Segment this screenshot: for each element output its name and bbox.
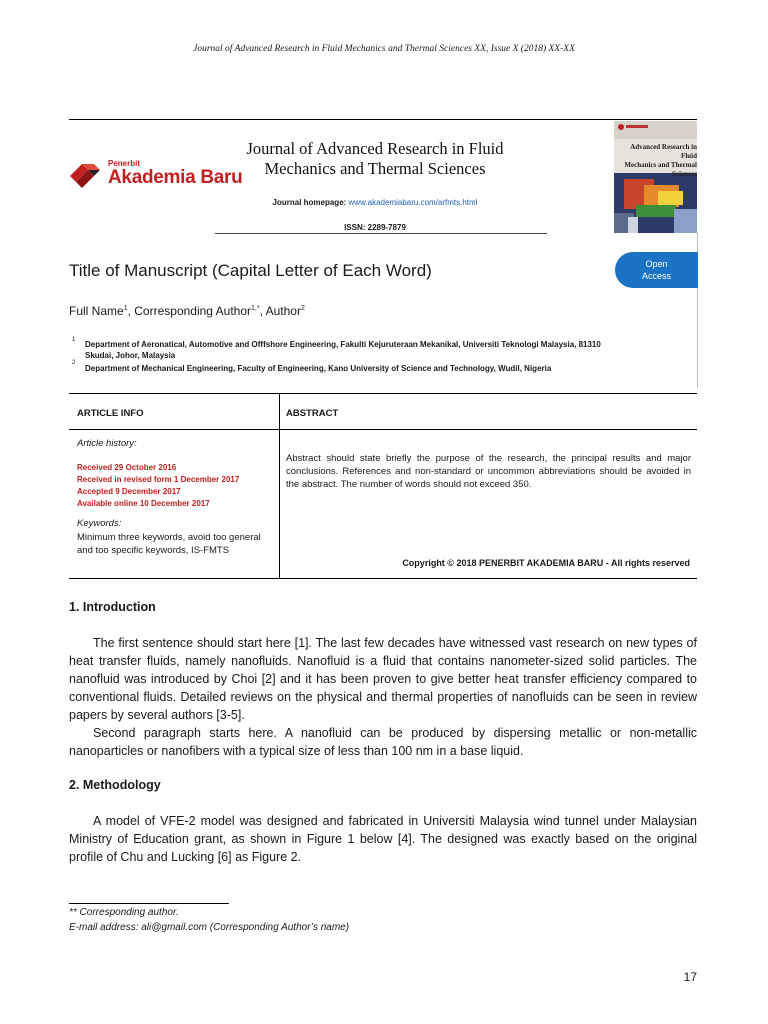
history-accepted: Accepted 9 December 2017: [77, 487, 181, 496]
header-rule-short: [215, 233, 547, 234]
keywords-title: Keywords:: [77, 518, 122, 529]
section-heading-methodology: 2. Methodology: [69, 778, 161, 792]
abstract-text: Abstract should state briefly the purpose of the research, the principal results and major conclusions. References and non-standard or uncommon abbreviations should be avoided in the abstract. The number of words should not exceed 350.: [286, 453, 691, 490]
cover-title-line1: Advanced Research in Fluid: [630, 143, 697, 160]
journal-cover-image: [614, 121, 697, 233]
abstract-header: ABSTRACT: [286, 408, 339, 419]
journal-homepage: [225, 198, 525, 207]
affiliation-number: 2: [72, 360, 76, 366]
page-number: 17: [683, 970, 697, 984]
header-rule: [69, 119, 697, 120]
journal-title: [225, 139, 525, 179]
history-online: Available online 10 December 2017: [77, 499, 210, 508]
article-history-title: Article history:: [77, 438, 137, 449]
author-sup: 1,*: [251, 305, 260, 312]
running-header: Journal of Advanced Research in Fluid Mechanics and Thermal Sciences XX, Issue X (2018) XX-XX: [193, 44, 575, 54]
section-heading-introduction: 1. Introduction: [69, 600, 156, 614]
author-name: , Author: [259, 304, 301, 318]
affiliation-2: Department of Mechanical Engineering, Faculty of Engineering, Kano University of Science and Technology, Wudil, Nigeria: [85, 364, 552, 373]
author-sup: 1: [123, 305, 128, 312]
journal-title-line2: Mechanics and Thermal Sciences: [264, 159, 486, 178]
footnote-email: E-mail address: ali@gmail.com (Corresponding Author’s name): [69, 922, 350, 933]
table-header-rule: [69, 429, 697, 430]
introduction-paragraph-1: The first sentence should start here [1]. The last few decades have witnessed vast research on new types of heat transfer fluids, namely nanofluids. Nanofluid is a fluid that contains nanometer-sized solid particles. The nanofluid was introduced by Choi [2] and it has been proven to give better heat transfer efficiency compared to conventional fluids. Detailed reviews on the physical and thermal properties of nanofluids can be seen in review papers by several authors [3-5].: [69, 636, 697, 722]
cover-title: [618, 143, 697, 179]
journal-title-line1: Journal of Advanced Research in Fluid: [246, 139, 504, 158]
homepage-label: Journal homepage:: [272, 198, 349, 207]
article-history-list: [77, 462, 277, 510]
issn: ISSN: 2289-7879: [344, 223, 406, 232]
author-name: Full Name: [69, 304, 124, 318]
manuscript-title: Title of Manuscript (Capital Letter of Each Word): [69, 261, 432, 280]
footnote-rule: [69, 903, 229, 904]
history-received: Received 29 October 2016: [77, 463, 177, 472]
logo-penerbit-text: Penerbit: [108, 159, 141, 168]
open-access-line2: Access: [641, 271, 671, 281]
article-info-header: ARTICLE INFO: [77, 408, 144, 419]
cover-title-line2: Mechanics and Thermal: [624, 161, 697, 169]
open-access-badge: [615, 252, 698, 288]
author-sup: 2: [300, 305, 305, 312]
affiliation-number: 1: [72, 337, 76, 343]
author-list: [69, 304, 305, 318]
logo-name-text: Akademia Baru: [108, 167, 243, 188]
table-divider: [279, 393, 280, 579]
affiliation-1-line1: Department of Aeronatical, Automotive and Offfshore Engineering, Fakulti Kejuruteraan Mekanikal, Universiti Teknologi Malaysia, 81310: [85, 340, 601, 349]
footnote-corresponding-author: ** Corresponding author.: [69, 907, 179, 918]
introduction-paragraph-2: Second paragraph starts here. A nanofluid can be produced by dispersing metallic or non-metallic nanoparticles or nanofibers with a typical size of less than 100 nm in a base liquid.: [69, 726, 697, 758]
keywords-text: Minimum three keywords, avoid too general and too specific keywords, IS-FMTS: [77, 532, 261, 556]
methodology-paragraph-1: A model of VFE-2 model was designed and fabricated in Universiti Malaysia wind tunnel under Malaysian Ministry of Education grant, as shown in Figure 1 below [4]. The designed was exactly based on the original profile of Chu and Lucking [6] as Figure 2.: [69, 814, 697, 864]
history-revised: Received in revised form 1 December 2017: [77, 475, 240, 484]
affiliation-1-line2: Skudai, Johor, Malaysia: [85, 351, 176, 360]
homepage-link[interactable]: www.akademiabaru.com/arfmts.html: [348, 198, 478, 207]
copyright-notice: Copyright © 2018 PENERBIT AKADEMIA BARU - All rights reserved: [402, 558, 690, 568]
author-name: , Corresponding Author: [127, 304, 252, 318]
cover-title-line3: Sciences: [672, 170, 697, 178]
open-access-line1: Open: [645, 259, 668, 269]
affiliation-1: [85, 339, 697, 361]
